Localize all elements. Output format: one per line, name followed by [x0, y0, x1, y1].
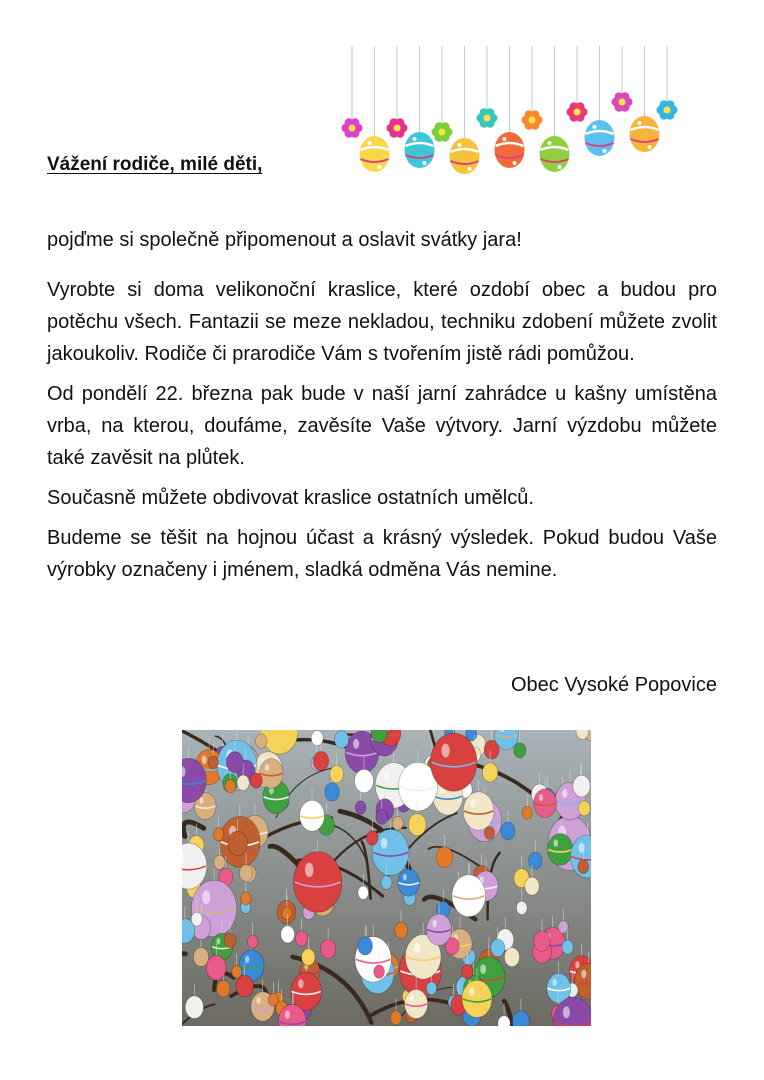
- hanging-egg-icon: [585, 46, 615, 156]
- greeting-heading: Vážení rodiče, milé děti,: [47, 154, 263, 175]
- hanging-egg-icon: [450, 46, 480, 174]
- hanging-flower-icon: [432, 46, 453, 142]
- hanging-egg-icon: [360, 46, 390, 172]
- hanging-flower-icon: [522, 46, 543, 130]
- hanging-flower-icon: [657, 46, 678, 120]
- paragraph-reward: Budeme se těšit na hojnou účast a krásný výsledek. Pokud budou Vaše výrobky označeny i jménem, sladká odměna Vás nemine.: [47, 527, 717, 581]
- intro-line: pojďme si společně připomenout a oslavit svátky jara!: [47, 229, 522, 251]
- easter-egg-tree-photo: [182, 730, 591, 1026]
- letter-body: [47, 224, 717, 594]
- paragraph-willow: Od pondělí 22. března pak bude v naší jarní zahrádce u kašny umístěna vrba, na kterou, doufáme, zavěsíte Vaše výtvory. Jarní výzdobu můžete také zavěsit na plůtek.: [47, 383, 717, 469]
- hanging-egg-icon: [540, 46, 570, 172]
- signature: Obec Vysoké Popovice: [510, 674, 717, 696]
- hanging-egg-icon: [630, 46, 660, 152]
- hanging-flower-icon: [342, 46, 363, 138]
- hanging-flower-icon: [387, 46, 408, 138]
- hanging-flower-icon: [477, 46, 498, 128]
- paragraph-admire: Současně můžete obdivovat kraslice ostatních umělců.: [47, 487, 534, 509]
- hanging-egg-icon: [495, 46, 525, 168]
- hanging-egg-icon: [405, 46, 435, 168]
- paragraph-eggs: Vyrobte si doma velikonoční kraslice, které ozdobí obec a budou pro potěchu všech. Fantazii se meze nekladou, techniku zdobení můžete zvolit jakoukoliv. Rodiče či prarodiče Vám s tvořením jistě rádi pomůžou.: [47, 279, 717, 365]
- hanging-flower-icon: [567, 46, 588, 122]
- hanging-flower-icon: [612, 46, 633, 112]
- easter-ornaments-decoration: [330, 46, 690, 180]
